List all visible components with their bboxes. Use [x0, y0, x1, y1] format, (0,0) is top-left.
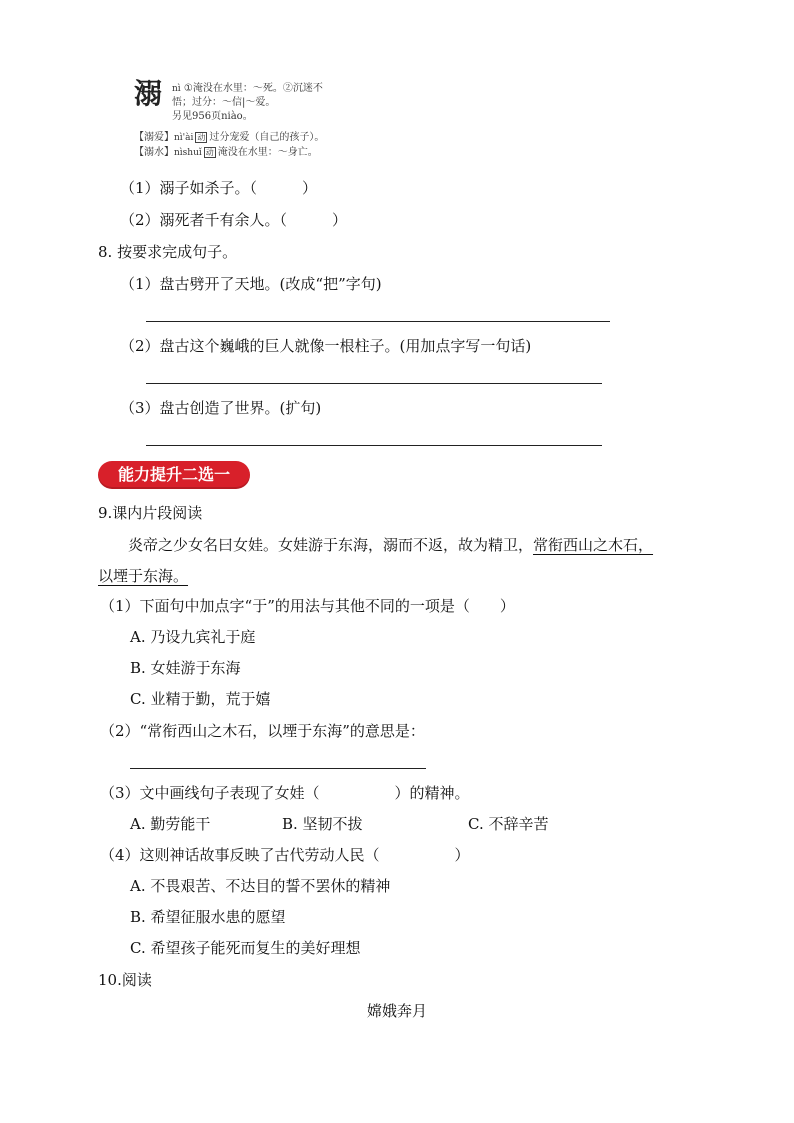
dictionary-excerpt	[134, 76, 384, 162]
q8-answer-line-2[interactable]	[146, 383, 602, 384]
dictionary-entry-1: 【溺爱】nì'ài 动 过分宠爱（自己的孩子）。	[134, 132, 325, 143]
q8-item-1: （1）盘古劈开了天地。(改成“把”字句)	[120, 275, 382, 293]
q9-sub-2-answer-line[interactable]	[130, 768, 426, 769]
q9-sub-3-option-b[interactable]: B. 坚韧不拔	[282, 815, 363, 833]
q7-item-1: （1）溺子如杀子。（ ）	[120, 179, 318, 197]
q8-item-2: （2）盘古这个巍峨的巨人就像一根柱子。(用加点字写一句话)	[120, 337, 532, 355]
q9-sub-3-option-a[interactable]: A. 勤劳能干	[130, 815, 211, 833]
q9-title: 9.课内片段阅读	[98, 504, 203, 522]
dictionary-entry-2: 【溺水】nìshuǐ 动 淹没在水里：～身亡。	[134, 147, 318, 158]
q10-story-title: 嫦娥奔月	[366, 1002, 427, 1020]
q9-sub-2: （2）“常衔西山之木石，以堙于东海”的意思是：	[100, 722, 425, 740]
q9-sub-1-option-b[interactable]: B. 女娃游于东海	[130, 659, 241, 677]
dictionary-character: 溺	[134, 77, 163, 110]
q9-passage-line-2	[98, 566, 188, 586]
q9-sub-1-option-a[interactable]: A. 乃设九宾礼于庭	[130, 628, 256, 646]
dictionary-line-3: 另见956页niào。	[172, 111, 253, 122]
q9-sub-4-option-c[interactable]: C. 希望孩子能死而复生的美好理想	[130, 939, 361, 957]
q9-sub-4: （4）这则神话故事反映了古代劳动人民（ ）	[100, 846, 470, 864]
q9-passage-line-1: 炎帝之少女名曰女娃。女娃游于东海，溺而不返，故为精卫，常衔西山之木石，	[128, 536, 654, 554]
q9-sub-4-option-a[interactable]: A. 不畏艰苦、不达目的誓不罢休的精神	[130, 877, 391, 895]
q9-sub-1-option-c[interactable]: C. 业精于勤，荒于嬉	[130, 690, 271, 708]
q9-sub-3: （3）文中画线句子表现了女娃（ ）的精神。	[100, 784, 470, 802]
dictionary-line-1: nì ①淹没在水里：～死。②沉迷不	[172, 83, 323, 94]
q7-item-2: （2）溺死者千有余人。（ ）	[120, 211, 348, 229]
q10-title: 10.阅读	[98, 971, 152, 989]
q8-title: 8. 按要求完成句子。	[98, 243, 238, 261]
q9-sub-4-option-b[interactable]: B. 希望征服水患的愿望	[130, 908, 286, 926]
dictionary-line-2: 悟；过分：～信|～爱。	[172, 97, 276, 108]
q8-answer-line-3[interactable]	[146, 445, 602, 446]
q8-answer-line-1[interactable]	[146, 321, 610, 322]
q9-sub-3-option-c[interactable]: C. 不辞辛苦	[468, 815, 549, 833]
q8-item-3: （3）盘古创造了世界。(扩句)	[120, 399, 322, 417]
q9-sub-1: （1）下面句中加点字“于”的用法与其他不同的一项是（ ）	[100, 597, 515, 615]
section-banner: 能力提升二选一	[98, 461, 250, 489]
passage-underlined-sentence: 常衔西山之木石，	[533, 536, 654, 554]
passage-underlined-sentence-cont: 以堙于东海。	[98, 567, 189, 585]
